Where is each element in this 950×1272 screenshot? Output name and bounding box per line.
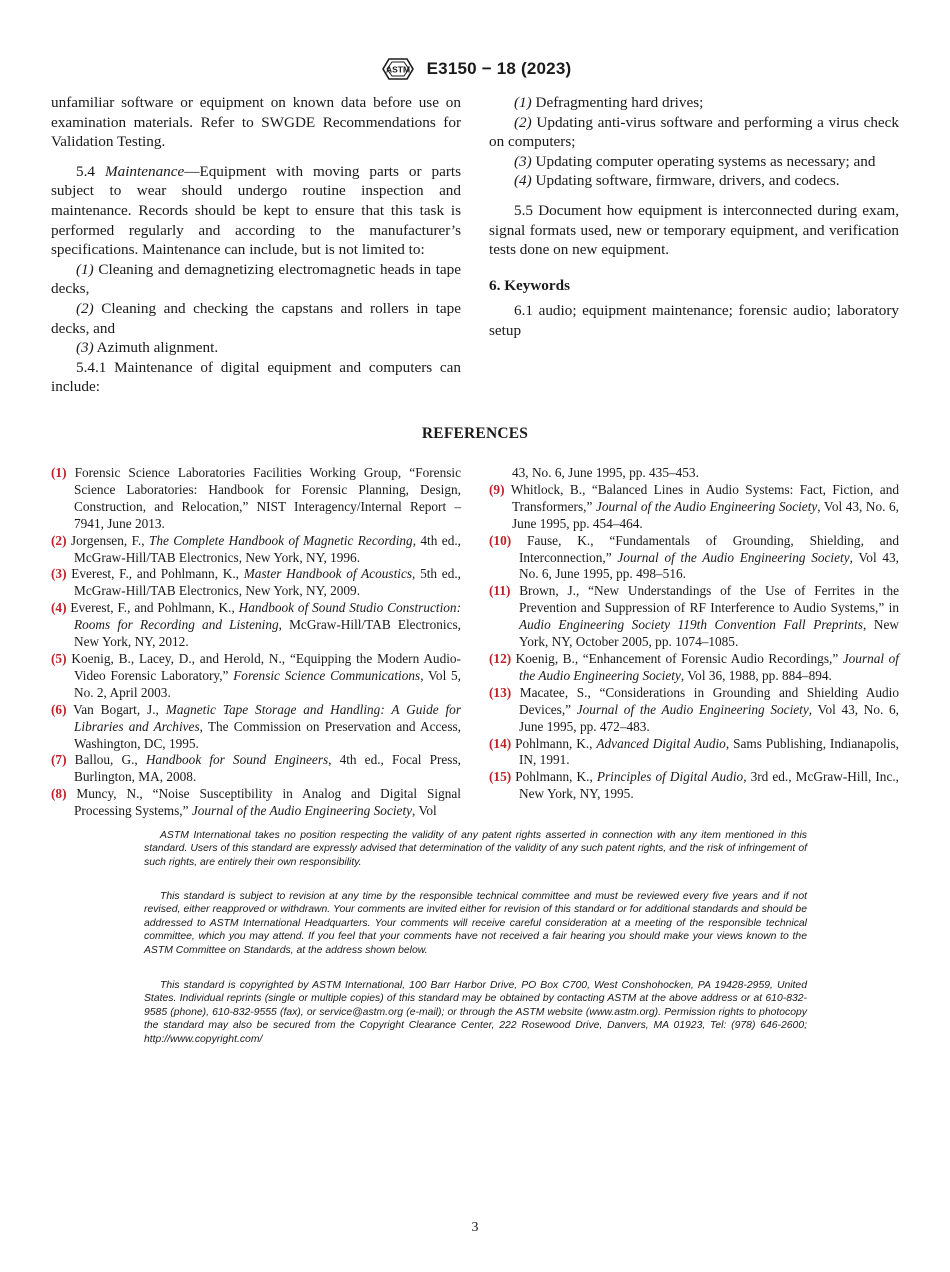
reference-item: (5) Koenig, B., Lacey, D., and Herold, N., “Equipping the Modern Audio-Video Forensic Laboratory,” Forensic Science Communications, Vol 5, No. 2, April 2003. [51,650,461,700]
reference-item: (14) Pohlmann, K., Advanced Digital Audio, Sams Publishing, Indianapolis, IN, 1991. [489,735,899,768]
astm-logo-icon [379,56,417,82]
page-header [0,56,950,86]
section-5-4-number: 5.4 [76,162,105,180]
list-item: (3) Azimuth alignment. [76,339,219,357]
list-item: (1) Defragmenting hard drives; [514,94,704,111]
list-item: (3) Updating computer operating systems as necessary; and [514,152,876,170]
reference-item: (2) Jorgensen, F., The Complete Handbook of Magnetic Recording, 4th ed., McGraw-Hill/TAB Electronics, New York, NY, 1996. [51,532,461,565]
reference-item: (11) Brown, J., “New Understandings of the Use of Ferrites in the Prevention and Suppression of RF Interference to Audio Systems,” in Audio Engineering Society 119th Convention Fall Preprints, New York, NY, October 2005, pp. 1074–1085. [489,583,899,650]
reference-item: (8) Muncy, N., “Noise Susceptibility in Analog and Digital Signal Processing Systems,” Journal of the Audio Engineering Society, Vol [51,786,461,819]
list-item: (4) Updating software, firmware, drivers, and codecs. [514,172,840,190]
reference-item: (3) Everest, F., and Pohlmann, K., Master Handbook of Acoustics, 5th ed., McGraw-Hill/TAB Electronics, New York, NY, 2009. [51,566,461,599]
list-item: (1) Cleaning and demagnetizing electromagnetic heads in tape decks, [51,260,461,298]
reference-item: (6) Van Bogart, J., Magnetic Tape Storage and Handling: A Guide for Libraries and Archives, The Commission on Preservation and Access, Washington, DC, 1995. [51,701,462,751]
paragraph-validation: unfamiliar software or equipment on known data before use on examination materials. Refer to SWGDE Recommendations for Validation Testing. [51,94,461,151]
keywords-heading: 6. Keywords [489,276,570,294]
keywords-text: 6.1 audio; equipment maintenance; forensic audio; laboratory setup [489,302,899,339]
copyright-notice: This standard is copyrighted by ASTM International, 100 Barr Harbor Drive, PO Box C700, West Conshohocken, PA 19428-2959, United States. Individual reprints (single or multiple copies) of this standard may be obtained by contacting ASTM at the above address or at 610-832-9585 (phone), 610-832-9555 (fax), or service@astm.org (e-mail); or through the ASTM website (www.astm.org). Permission rights to photocopy the standard may also be secured from the Copyright Clearance Center, 222 Rosewood Drive, Danvers, MA 01923, Tel: (978) 646-2600; http://www.copyright.com/ [144,980,807,1045]
list-item: (2) Cleaning and checking the capstans and rollers in tape decks, and [51,299,461,337]
patent-notice: ASTM International takes no position respecting the validity of any patent rights asserted in connection with any item mentioned in this standard. Users of this standard are expressly advised that determination of the validity of any such patent rights, and the risk of infringement of such rights, are entirely their own responsibility. [144,830,807,868]
left-text-column [51,93,461,397]
reference-continuation: 43, No. 6, June 1995, pp. 435–453. [512,465,699,480]
reference-item: (4) Everest, F., and Pohlmann, K., Handbook of Sound Studio Construction: Rooms for Recording and Listening, McGraw-Hill/TAB Electronics, New York, NY, 2012. [51,600,461,650]
list-item: (2) Updating anti-virus software and performing a virus check on computers; [489,113,899,151]
section-5-4 [51,162,461,260]
reference-item: (1) Forensic Science Laboratories Facilities Working Group, “Forensic Science Laboratories: Handbook for Forensic Planning, Design, Construction, and Relocation,” NIST Interagency/Internal Report – 7941, June 2013. [51,465,461,531]
section-5-4-term: Maintenance [104,162,185,180]
references-title: REFERENCES [421,425,529,442]
reference-item: (15) Pohlmann, K., Principles of Digital Audio, 3rd ed., McGraw-Hill, Inc., New York, NY, 1995. [489,769,899,802]
reference-item: (9) Whitlock, B., “Balanced Lines in Audio Systems: Fact, Fiction, and Transformers,” Journal of the Audio Engineering Society, Vol 43, No. 6, June 1995, pp. 454–464. [489,481,899,531]
reference-item: (10) Fause, K., “Fundamentals of Grounding, Shielding, and Interconnection,” Journal of the Audio Engineering Society, Vol 43, No. 6, June 1995, pp. 498–516. [489,532,899,582]
astm-logo-text: ASTM [385,64,410,75]
section-5-4-1: 5.4.1 Maintenance of digital equipment and computers can include: [51,358,461,396]
reference-item: (7) Ballou, G., Handbook for Sound Engineers, 4th ed., Focal Press, Burlington, MA, 2008. [51,752,461,785]
revision-notice: This standard is subject to revision at any time by the responsible technical committee and must be reviewed every five years and if not revised, either reapproved or withdrawn. Your comments are invited either for revision of this standard or for additional standards and should be addressed to ASTM International Headquarters. Your comments will receive careful consideration at a meeting of the responsible technical committee, which you may attend. If you feel that your comments have not received a fair hearing you should make your views known to the ASTM Committee on Standards, at the address shown below. [144,891,807,956]
section-5-4-body: —Equipment with moving parts or parts subject to wear should undergo routine inspection and maintenance. Records should be kept to ensure that this task is performed regularly and according to the manufacturer’s specifications. Maintenance can include, but is not limited to: [51,162,462,259]
reference-item: (13) Macatee, S., “Considerations in Grounding and Shielding Audio Devices,” Journal of the Audio Engineering Society, Vol 43, No. 6, June 1995, pp. 472–483. [489,684,900,734]
page-number: 3 [471,1220,479,1235]
right-text-column [489,93,899,341]
section-5-5: 5.5 Document how equipment is interconnected during exam, signal formats used, new or temporary equipment, and verification tests done on new equipment. [489,201,899,259]
references-right-column [489,465,899,803]
reference-item: (12) Koenig, B., “Enhancement of Forensic Audio Recordings,” Journal of the Audio Engineering Society, Vol 36, 1988, pp. 884–894. [489,650,899,683]
references-left-column [51,465,461,820]
standard-designation: E3150 − 18 (2023) [426,59,572,78]
